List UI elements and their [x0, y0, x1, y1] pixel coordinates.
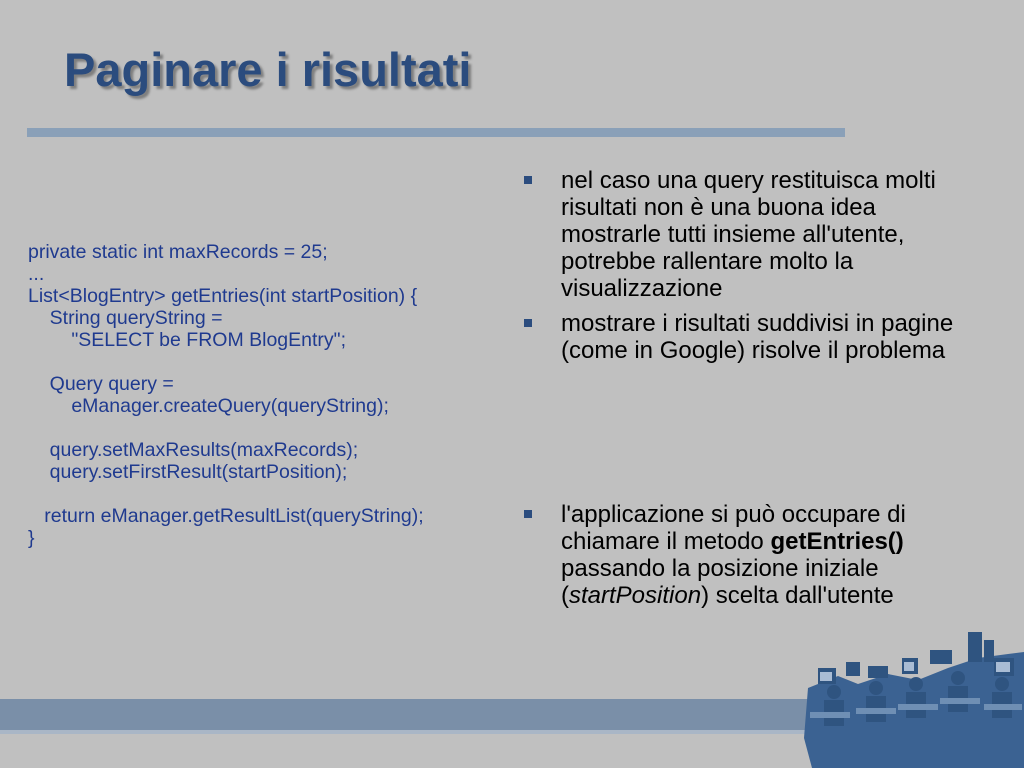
- bullet-item: [524, 501, 964, 609]
- bullet-text: [561, 501, 964, 609]
- code-line: ...: [28, 263, 45, 285]
- square-bullet-icon: [524, 176, 532, 184]
- title-underline: [27, 128, 845, 137]
- bullet-text-part: l'applicazione si può occupare di chiamare il metodo: [561, 501, 906, 555]
- bullet-item: [524, 167, 964, 302]
- parameter-name: startPosition: [569, 582, 702, 609]
- bullet-text-part: ) scelta dall'utente: [701, 582, 894, 609]
- bullet-item: [524, 310, 964, 364]
- code-line: query.setMaxResults(maxRecords);: [28, 439, 359, 461]
- bullet-text-part: passando la posizione iniziale (: [561, 555, 879, 609]
- square-bullet-icon: [524, 319, 532, 327]
- code-line: }: [28, 527, 35, 549]
- bullet-text: nel caso una query restituisca molti risultati non è una buona idea mostrarle tutti insieme all'utente, potrebbe rallentare molto la visualizzazione: [561, 167, 936, 302]
- code-blank-line: [28, 483, 508, 505]
- code-line: "SELECT be FROM BlogEntry";: [28, 329, 346, 351]
- bullet-text: mostrare i risultati suddivisi in pagine (come in Google) risolve il problema: [561, 310, 954, 364]
- code-line: Query query =: [28, 373, 174, 395]
- slide-title: Paginare i risultati: [64, 43, 472, 96]
- code-line: return eManager.getResultList(queryString);: [28, 505, 424, 527]
- code-line: eManager.createQuery(queryString);: [28, 395, 389, 417]
- code-line: List<BlogEntry> getEntries(int startPosition) {: [28, 285, 418, 307]
- code-line: query.setFirstResult(startPosition);: [28, 461, 348, 483]
- office-workers-illustration: [798, 628, 1024, 768]
- code-line: String queryString =: [28, 307, 223, 329]
- code-line: private static int maxRecords = 25;: [28, 241, 328, 263]
- method-name: getEntries(): [770, 528, 904, 555]
- code-blank-line: [28, 351, 508, 373]
- code-block: [28, 241, 508, 549]
- square-bullet-icon: [524, 510, 532, 518]
- code-blank-line: [28, 417, 508, 439]
